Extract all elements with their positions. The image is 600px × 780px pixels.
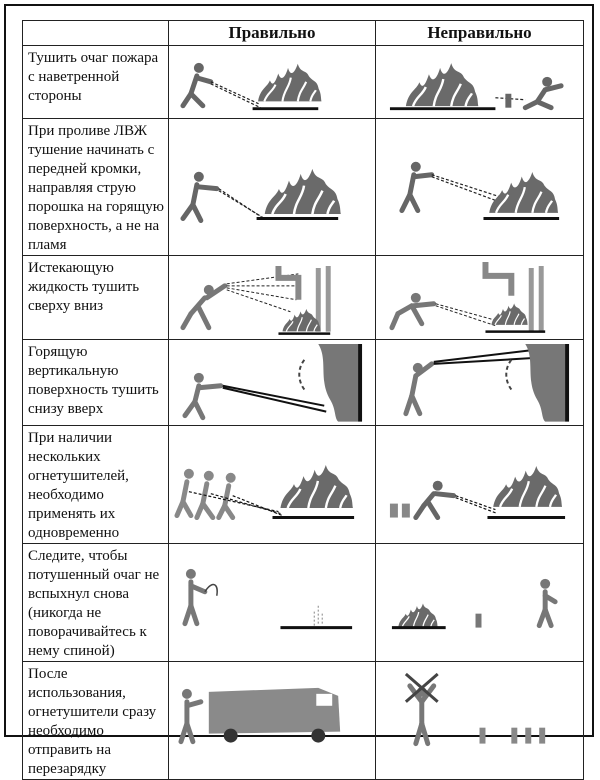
- extinguisher-icon: [476, 613, 482, 627]
- firefighter-figure: [185, 373, 221, 418]
- correct-illustration: [169, 118, 376, 255]
- firefighter-figure: [406, 363, 432, 414]
- fire-icon: [525, 344, 565, 422]
- wrong-illustration: [376, 118, 584, 255]
- fire-icon: [280, 465, 352, 508]
- table-row: [23, 661, 584, 779]
- fire-icon: [406, 63, 478, 106]
- header-empty-cell: [23, 21, 169, 46]
- wrong-illustration: [376, 46, 584, 119]
- wrong-illustration: [376, 425, 584, 543]
- extinguisher-icon: [505, 94, 511, 108]
- fire-icon: [489, 172, 558, 213]
- fire-icon: [258, 64, 321, 102]
- correct-illustration: [169, 543, 376, 661]
- firefighter-figure: [183, 285, 225, 328]
- rule-text: После использования, огнетушители сразу необходимо отправить на перезарядку: [23, 661, 169, 779]
- van-icon: [209, 688, 340, 743]
- wrong-illustration: [376, 255, 584, 340]
- firefighter-figure: [539, 579, 555, 626]
- table-row: [23, 255, 584, 340]
- wrong-illustration: [376, 543, 584, 661]
- firefighter-figure: [402, 161, 432, 210]
- firefighter-figure: [183, 63, 211, 106]
- firefighter-figure: [392, 292, 434, 327]
- table-row: [23, 118, 584, 255]
- firefighter-figure: [181, 689, 201, 742]
- firefighter-figure: [416, 481, 454, 518]
- rule-text: Следите, чтобы потушенный очаг не вспыхнул снова (никогда не поворачивайтесь к нему спиной): [23, 543, 169, 661]
- wrong-illustration: [376, 340, 584, 426]
- fire-icon: [493, 466, 562, 507]
- table-row: [23, 340, 584, 426]
- firefighter-figure: [177, 469, 236, 518]
- fire-icon: [318, 344, 358, 422]
- rule-text: При наличии нескольких огнетушителей, необходимо применять их одновременно: [23, 425, 169, 543]
- table-row: [23, 46, 584, 119]
- wrong-illustration: [376, 661, 584, 779]
- fire-icon: [283, 308, 321, 331]
- header-correct: Правильно: [169, 21, 376, 46]
- extinguisher-icon: [480, 727, 546, 743]
- firefighter-figure: [183, 171, 217, 220]
- fire-extinguishing-rules-table: [22, 20, 584, 780]
- firefighter-figure: [185, 569, 205, 624]
- correct-illustration: [169, 46, 376, 119]
- rule-text: Тушить очаг пожара с наветренной стороны: [23, 46, 169, 119]
- rule-text: Истекающую жидкость тушить сверху вниз: [23, 255, 169, 340]
- correct-illustration: [169, 425, 376, 543]
- rule-text: При проливе ЛВЖ тушение начинать с передней кромки, направляя струю порошка на горящую поверхность, а не на пламя: [23, 118, 169, 255]
- fire-icon: [491, 303, 527, 324]
- correct-illustration: [169, 661, 376, 779]
- header-wrong: Неправильно: [376, 21, 584, 46]
- correct-illustration: [169, 340, 376, 426]
- header-row: [23, 21, 584, 46]
- fire-icon: [265, 169, 341, 214]
- firefighter-figure: [525, 77, 561, 108]
- correct-illustration: [169, 255, 376, 340]
- fire-icon: [398, 603, 437, 626]
- extinguisher-icon: [390, 503, 410, 517]
- rule-text: Горящую вертикальную поверхность тушить снизу вверх: [23, 340, 169, 426]
- table-row: [23, 425, 584, 543]
- table-row: [23, 543, 584, 661]
